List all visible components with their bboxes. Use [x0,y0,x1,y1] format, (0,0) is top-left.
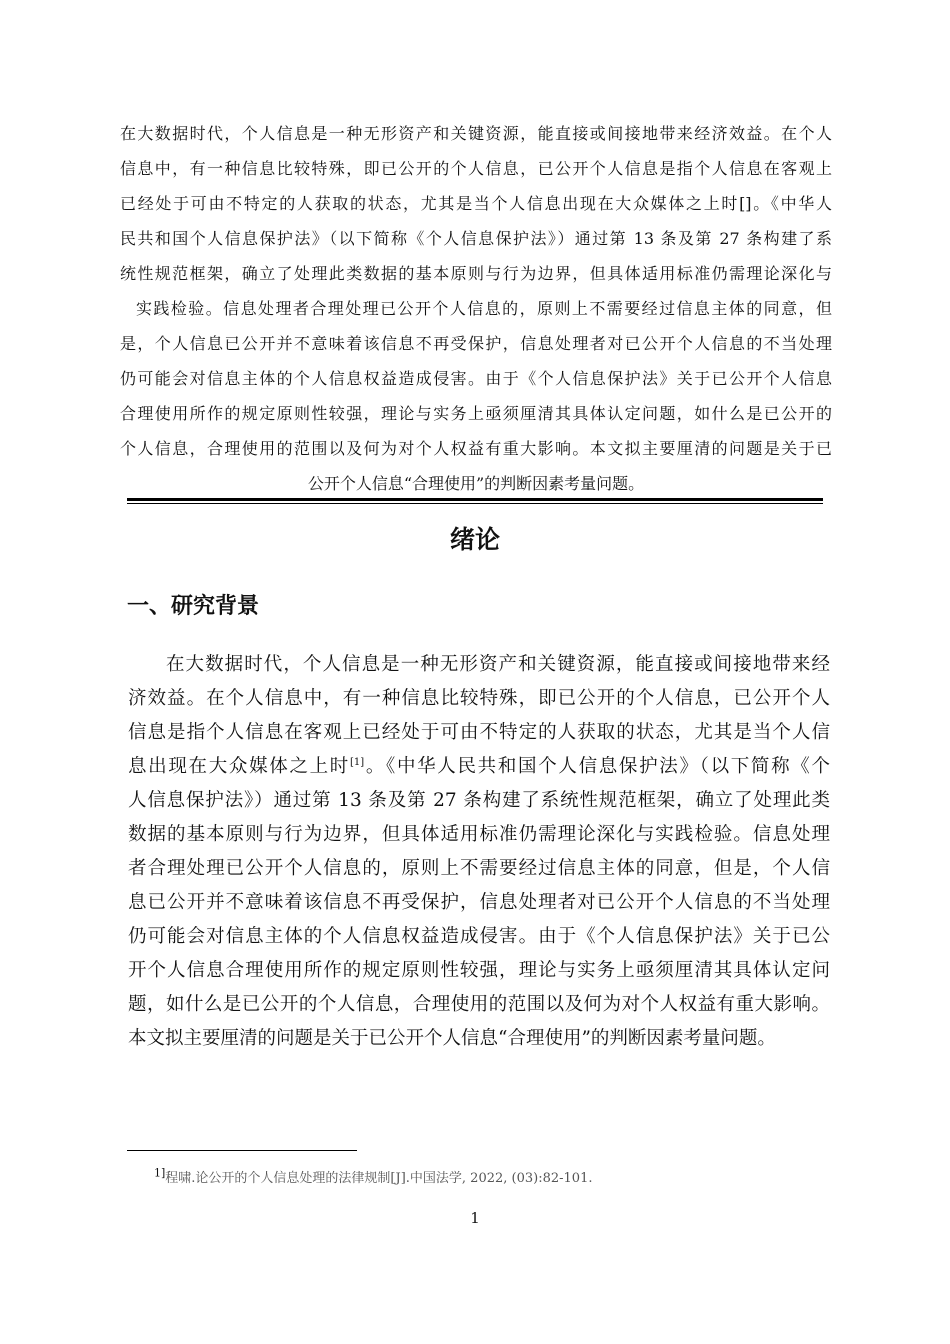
divider-thick [127,498,823,501]
body-line: 本文拟主要厘清的问题是关于已公开个人信息“合理使用”的判断因素考量问题。 [128,1028,776,1049]
section-title: 一、研究背景 [127,594,260,619]
abstract-line: 合理使用所作的规定原则性较强，理论与实务上亟须厘清其具体认定问题，如什么是已公开的 [120,404,832,423]
abstract-line: 仍可能会对信息主体的个人信息权益造成侵害。由于《个人信息保护法》关于已公开个人信息 [120,369,832,388]
citation-ref[interactable]: [1] [349,756,365,768]
body-line [128,755,830,779]
abstract-line: 是，个人信息已公开并不意味着该信息不再受保护，信息处理者对已公开个人信息的不当处理 [120,334,832,353]
body-line: 信息是指个人信息在客观上已经处于可由不特定的人获取的状态，尤其是当个人信 [128,722,830,743]
abstract-line: 统性规范框架，确立了处理此类数据的基本原则与行为边界，但具体适用标准仍需理论深化与 [120,264,832,283]
body-line: 息已公开并不意味着该信息不再受保护，信息处理者对已公开个人信息的不当处理 [128,892,830,913]
body-line: 在大数据时代，个人信息是一种无形资产和关键资源，能直接或间接地带来经 [166,654,830,675]
page-number: 1 [470,1209,480,1227]
body-line: 人信息保护法》）通过第 13 条及第 27 条构建了系统性规范框架，确立了处理此类 [128,790,830,811]
footnote-rule [127,1150,357,1151]
abstract-line: 公开个人信息“合理使用”的判断因素考量问题。 [307,474,645,493]
body-line: 数据的基本原则与行为边界，但具体适用标准仍需理论深化与实践检验。信息处理 [128,824,830,845]
abstract-line: 个人信息，合理使用的范围以及何为对个人权益有重大影响。本文拟主要厘清的问题是关于已 [120,439,832,458]
abstract-line: 民共和国个人信息保护法》（以下简称《个人信息保护法》）通过第 13 条及第 27 条构建了系 [120,229,832,248]
abstract-line: 信息中，有一种信息比较特殊，即已公开的个人信息，已公开个人信息是指个人信息在客观上 [120,159,832,178]
body-line: 题，如什么是已公开的个人信息，合理使用的范围以及何为对个人权益有重大影响。 [128,994,830,1015]
footnote-mark: 1] [154,1166,166,1180]
abstract-line: 已经处于可由不特定的人获取的状态，尤其是当个人信息出现在大众媒体之上时[]。《中华人 [120,194,832,213]
divider-thin [127,503,823,504]
chapter-title: 绪论 [449,525,500,554]
body-text: 。《中华人民共和国个人信息保护法》（以下简称《个 [364,756,830,777]
abstract-line: 在大数据时代，个人信息是一种无形资产和关键资源，能直接或间接地带来经济效益。在个人 [120,124,832,143]
body-line: 开个人信息合理使用所作的规定原则性较强，理论与实务上亟须厘清其具体认定问 [128,960,830,981]
footnote [154,1166,593,1188]
abstract-line: 实践检验。信息处理者合理处理已公开个人信息的，原则上不需要经过信息主体的同意，但 [136,299,832,318]
footnote-text: 程啸.论公开的个人信息处理的法律规制[J].中国法学, 2022, (03):82-101. [165,1171,593,1186]
body-text: 息出现在大众媒体之上时 [128,756,350,777]
body-line: 济效益。在个人信息中，有一种信息比较特殊，即已公开的个人信息，已公开个人 [128,688,830,709]
body-line: 者合理处理已公开个人信息的，原则上不需要经过信息主体的同意，但是，个人信 [128,858,830,879]
body-line: 仍可能会对信息主体的个人信息权益造成侵害。由于《个人信息保护法》关于已公 [128,926,830,947]
